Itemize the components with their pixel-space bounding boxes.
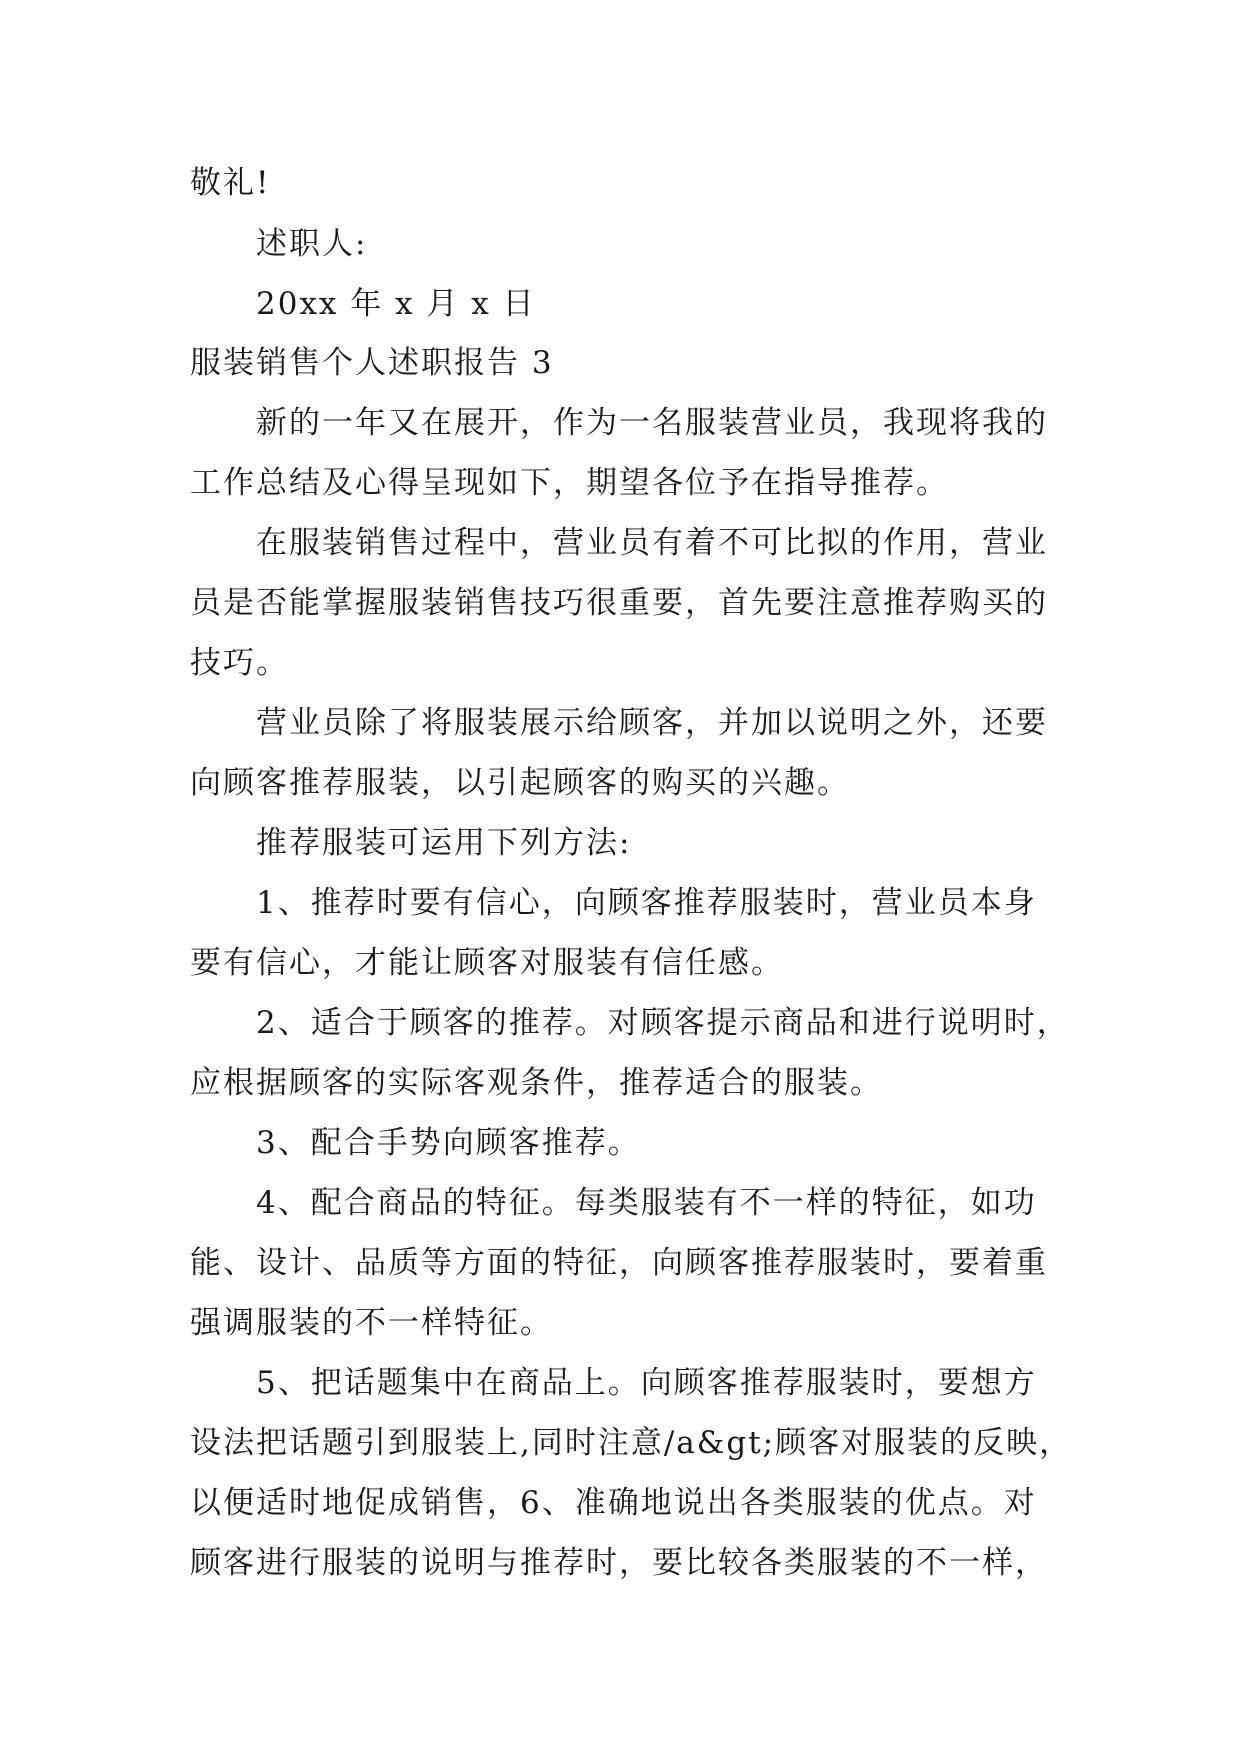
list-item-line: 以便适时地促成销售，6、准确地说出各类服装的优点。对 (190, 1485, 1037, 1521)
list-item-line: 顾客进行服装的说明与推荐时，要比较各类服装的不一样， (190, 1545, 1048, 1581)
paragraph-line: 在服装销售过程中，营业员有着不可比拟的作用，营业 (256, 525, 1048, 561)
paragraph-line: 技巧。 (190, 645, 289, 681)
list-item-line: 强调服装的不一样特征。 (190, 1305, 553, 1341)
list-item-line: 1、推荐时要有信心，向顾客推荐服装时，营业员本身 (256, 885, 1037, 921)
paragraph-line: 工作总结及心得呈现如下，期望各位予在指导推荐。 (190, 465, 949, 501)
paragraph-line: 向顾客推荐服装，以引起顾客的购买的兴趣。 (190, 765, 850, 801)
paragraph-line: 员是否能掌握服装销售技巧很重要，首先要注意推荐购买的 (190, 585, 1048, 621)
paragraph-line: 新的一年又在展开，作为一名服装营业员，我现将我的 (256, 405, 1048, 441)
list-item-line: 4、配合商品的特征。每类服装有不一样的特征，如功 (256, 1185, 1037, 1221)
list-item-line: 要有信心，才能让顾客对服装有信任感。 (190, 945, 784, 981)
list-item-line: 应根据顾客的实际客观条件，推荐适合的服装。 (190, 1065, 883, 1101)
date-line: 20xx 年 x 月 x 日 (256, 286, 536, 322)
list-item-line: 能、设计、品质等方面的特征，向顾客推荐服装时，要着重 (190, 1245, 1048, 1281)
paragraph-line: 推荐服装可运用下列方法: (256, 825, 632, 861)
paragraph-line: 营业员除了将服装展示给顾客，并加以说明之外，还要 (256, 705, 1048, 741)
list-item-line: 2、适合于顾客的推荐。对顾客提示商品和进行说明时， (256, 1005, 1070, 1041)
signer-label: 述职人: (256, 226, 368, 262)
list-item-line: 3、配合手势向顾客推荐。 (256, 1125, 641, 1161)
section-heading: 服装销售个人述职报告 3 (190, 345, 554, 381)
list-item-line: 设法把话题引到服装上,同时注意/a&gt;顾客对服装的反映， (190, 1425, 1073, 1461)
list-item-line: 5、把话题集中在商品上。向顾客推荐服装时，要想方 (256, 1365, 1037, 1401)
closing-salutation: 敬礼! (190, 165, 271, 201)
